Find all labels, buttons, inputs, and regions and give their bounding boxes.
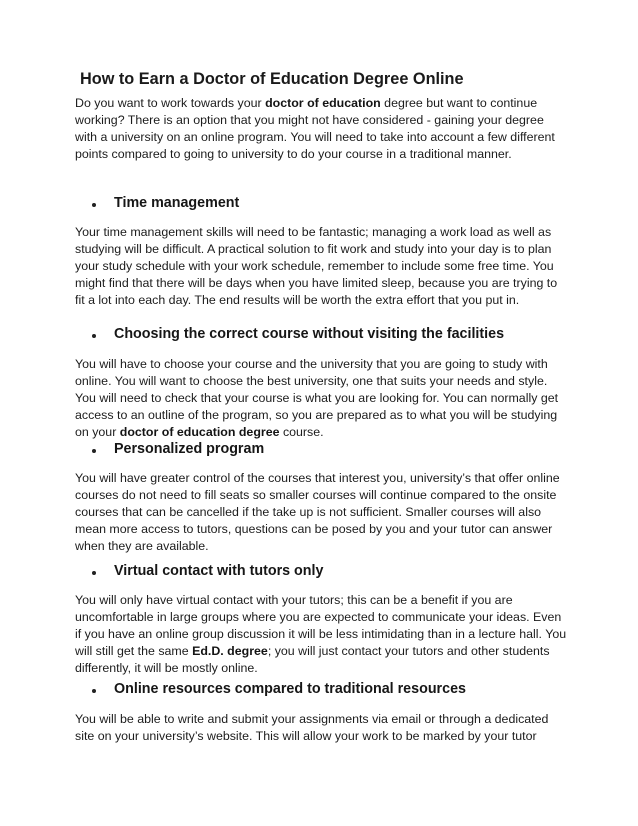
bullet-icon	[92, 203, 96, 207]
section-heading-online-resources	[92, 678, 466, 700]
section-body-online-resources: You will be able to write and submit your assignments via email or through a dedicated site on your university’s website. This will allow your work to be marked by your tutor	[75, 712, 549, 744]
bullet-icon	[92, 571, 96, 575]
section-body-text: You will have to choose your course and the university that you are going to study with online. You will want to choose the best university, one that suits your needs and style. You will need to check that your course is what you are looking for. You can normally get access to an outline of the program, so you are prepared as to what you will be studying on your	[75, 357, 559, 440]
document-title: How to Earn a Doctor of Education Degree Online	[80, 70, 464, 88]
bullet-icon	[92, 449, 96, 453]
bullet-icon	[92, 334, 96, 338]
section-body-text-rest: ; you will just contact your tutors and other students differently, it will be mostly online.	[75, 644, 550, 676]
bullet-icon	[92, 689, 96, 693]
section-heading-label: Personalized program	[114, 441, 265, 457]
section-body-text: You will only have virtual contact with your tutors; this can be a benefit if you are uncomfortable in large groups where you are expected to communicate your ideas. Even if you have an online group discussion it will be less intimidating than in a lecture hall. You will still get the same	[75, 593, 567, 659]
intro-text-rest: degree but want to continue working? There is an option that you might not have considered - gaining your degree with a university on an online program. You will need to take into account a few different points compared to going to university to do your course in a traditional manner.	[75, 96, 555, 162]
section-body-personalized-program: You will have greater control of the courses that interest you, university’s that offer online courses do not need to fill seats so smaller courses will continue compared to the onsite courses that can be cancelled if the take up is not sufficient. Smaller courses will also mean more access to tutors, questions can be posed by you and your tutor can answer when they are available.	[75, 471, 560, 554]
section-body-keyword: Ed.D. degree	[192, 644, 268, 659]
section-heading-label: Online resources compared to traditional resources	[114, 681, 466, 697]
intro-text: Do you want to work towards your	[75, 96, 266, 110]
section-body-keyword: doctor of education degree	[119, 425, 280, 440]
section-heading-label: Choosing the correct course without visiting the facilities	[114, 326, 505, 342]
section-heading-label: Time management	[114, 195, 240, 211]
section-heading-choosing-course	[92, 323, 504, 345]
section-body-text-rest: course.	[279, 425, 324, 440]
section-body-choosing-course	[75, 356, 567, 441]
section-heading-personalized-program	[92, 438, 264, 460]
intro-paragraph	[75, 95, 567, 163]
section-heading-virtual-contact	[92, 560, 323, 582]
intro-keyword: doctor of education	[265, 96, 381, 110]
section-heading-label: Virtual contact with tutors only	[114, 563, 324, 579]
section-body-virtual-contact	[75, 592, 567, 677]
section-heading-time-management	[92, 192, 239, 214]
section-body-time-management: Your time management skills will need to be fantastic; managing a work load as well as studying will be difficult. A practical solution to fit work and study into your day is to plan your study schedule with your work schedule, remember to include some free time. You might find that there will be days when you have limited sleep, because you are trying to fit a lot into each day. The end results will be worth the extra effort that you put in.	[75, 225, 558, 308]
